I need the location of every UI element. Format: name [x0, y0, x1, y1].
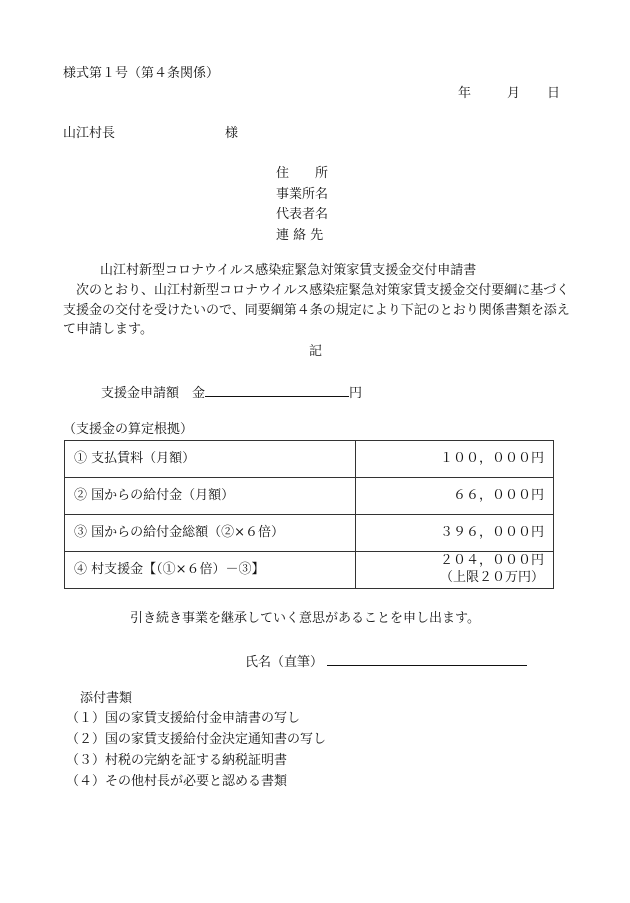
amount-line	[101, 382, 362, 404]
amount-label: 支援金申請額 金	[101, 386, 206, 401]
row-value: ３９６，０００円	[356, 515, 554, 552]
list-item: （４）その他村長が必要と認める書類	[66, 774, 288, 789]
row-value	[356, 552, 554, 589]
table-row	[65, 552, 554, 589]
amount-blank	[205, 382, 349, 397]
row-item: ④ 村支援金【（①×６倍）－③】	[65, 552, 356, 589]
list-item: （２）国の家賃支援給付金決定通知書の写し	[66, 732, 327, 747]
calc-table	[64, 440, 554, 589]
field-contact: 連 絡 先	[276, 227, 324, 243]
amount-unit: 円	[349, 386, 363, 401]
field-address: 住 所	[276, 166, 329, 181]
body-paragraph: 次のとおり、山江村新型コロナウイルス感染症緊急対策家賃支援金交付要綱に基づく支援金の交付を受けたいので、同要綱第４条の規定により下記のとおり関係書類を添えて申請します。	[63, 283, 570, 337]
signature-blank	[327, 651, 527, 666]
body-text	[63, 281, 573, 340]
list-item: （３）村税の完納を証する納税証明書	[66, 753, 288, 768]
table-row	[65, 441, 554, 478]
continuation-statement: 引き続き事業を継承していく意思があることを申し出ます。	[130, 611, 480, 626]
date-year: 年	[458, 86, 472, 101]
table-row	[65, 478, 554, 515]
field-business-name: 事業所名	[276, 186, 329, 202]
addressee-honorific: 様	[225, 126, 239, 141]
table-row	[65, 515, 554, 552]
attachments-title: 添付書類	[80, 691, 133, 706]
date-month: 月	[507, 86, 521, 101]
date-day: 日	[547, 86, 561, 101]
row-item: ① 支払賃料（月額）	[65, 441, 356, 478]
addressee-name: 山江村長	[63, 126, 116, 141]
signature-line	[245, 651, 527, 673]
calc-caption: （支援金の算定根拠）	[63, 422, 194, 437]
row-value-amount: ２０４，０００円	[439, 553, 544, 569]
ki-heading: 記	[309, 344, 323, 359]
attachments-list	[66, 710, 326, 794]
row-item: ② 国からの給付金（月額）	[65, 478, 356, 515]
form-number: 様式第１号（第４条関係）	[63, 66, 220, 81]
date-line	[458, 85, 560, 104]
applicant-fields	[276, 165, 328, 247]
signature-label: 氏名（直筆）	[245, 655, 324, 670]
row-value: ６６，０００円	[356, 478, 554, 515]
list-item: （１）国の家賃支援給付金申請書の写し	[66, 711, 301, 726]
row-item: ③ 国からの給付金総額（②×６倍）	[65, 515, 356, 552]
row-value: １００，０００円	[356, 441, 554, 478]
row-value-note: （上限２０万円）	[439, 570, 544, 585]
field-representative: 代表者名	[276, 207, 329, 222]
document-title: 山江村新型コロナウイルス感染症緊急対策家賃支援金交付申請書	[100, 263, 477, 278]
